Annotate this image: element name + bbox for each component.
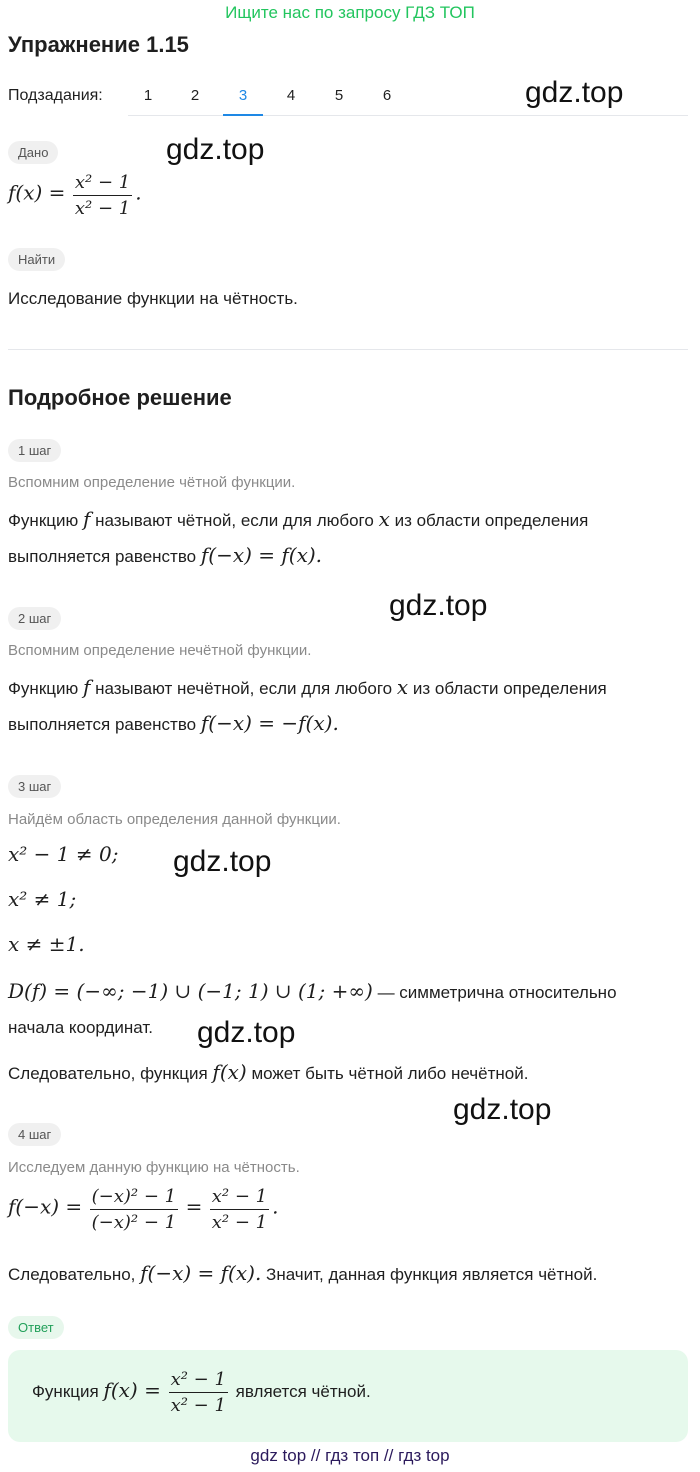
tab-subtask-3[interactable]: 3 [223, 78, 263, 116]
given-chip: Дано [8, 141, 58, 164]
tab-subtask-5[interactable]: 5 [334, 87, 344, 104]
watermark: gdz.top [525, 76, 624, 109]
step-3-eq-2: x² ≠ 1; [8, 887, 77, 911]
step-3-hint: Найдём область определения данной функции. [8, 811, 341, 828]
step-3-chip: 3 шаг [8, 775, 61, 798]
step-4-formula: f(−x) = $\frac{\text{(−x)² − 1}}{\text{(−x)² − 1}}$ = $\frac{\text{x² − 1}}{\text{x² − 1}}$ . [8, 1186, 279, 1233]
step-1-chip: 1 шаг [8, 439, 61, 462]
tab-subtask-2[interactable]: 2 [190, 87, 200, 104]
footer-links[interactable]: gdz top // гдз топ // гдз top [250, 1446, 450, 1465]
step-4-chip: 4 шаг [8, 1123, 61, 1146]
tab-subtask-4[interactable]: 4 [286, 87, 296, 104]
divider [8, 349, 688, 350]
find-text: Исследование функции на чётность. [8, 289, 298, 308]
step-4-hint: Исследуем данную функцию на чётность. [8, 1159, 300, 1176]
step-3-domain-cont: начала координат. [8, 1018, 153, 1037]
step-1-hint: Вспомним определение чётной функции. [8, 474, 296, 491]
step-3-eq-3: x ≠ ±1. [8, 932, 85, 956]
watermark: gdz.top [166, 133, 265, 166]
given-formula: f(x) = $\frac{\text{x² − 1}}{\text{x² − 1}}$ . [8, 172, 142, 219]
given-fraction: $\frac{\text{x² − 1}}{\text{x² − 1}}$ [74, 172, 131, 219]
find-chip: Найти [8, 248, 65, 271]
step-2-hint: Вспомним определение нечётной функции. [8, 642, 312, 659]
tab-subtask-6[interactable]: 6 [382, 87, 392, 104]
search-banner: Ищите нас по запросу ГДЗ ТОП [225, 3, 475, 22]
step-4-conclusion: Следовательно, f(−x) = f(x). Значит, данная функция является чётной. [8, 1261, 598, 1285]
watermark: gdz.top [197, 1016, 296, 1049]
tab-subtask-1[interactable]: 1 [143, 87, 153, 104]
step-1-line-1: Функцию f называют чётной, если для любого x из области определения [8, 507, 589, 531]
step-3-eq-1: x² − 1 ≠ 0; [8, 842, 119, 866]
answer-text: Функция f(x) = $\frac{\text{x² − 1}}{\text{x² − 1}}$ является чётной. [32, 1369, 371, 1416]
step-3-domain: D(f) = (−∞; −1) ∪ (−1; 1) ∪ (1; +∞) — симметрична относительно [8, 979, 617, 1003]
subtasks-label: Подзадания: [8, 87, 103, 104]
solution-title: Подробное решение [8, 385, 232, 410]
step-2-line-1: Функцию f называют нечётной, если для любого x из области определения [8, 675, 607, 699]
step-1-line-2: выполняется равенство f(−x) = f(x). [8, 543, 323, 567]
watermark: gdz.top [453, 1093, 552, 1126]
step-3-conclusion: Следовательно, функция f(x) может быть чётной либо нечётной. [8, 1060, 529, 1084]
watermark: gdz.top [389, 589, 488, 622]
answer-chip: Ответ [8, 1316, 64, 1339]
watermark: gdz.top [173, 845, 272, 878]
step-2-line-2: выполняется равенство f(−x) = −f(x). [8, 711, 339, 735]
exercise-title: Упражнение 1.15 [8, 32, 189, 57]
step-2-chip: 2 шаг [8, 607, 61, 630]
